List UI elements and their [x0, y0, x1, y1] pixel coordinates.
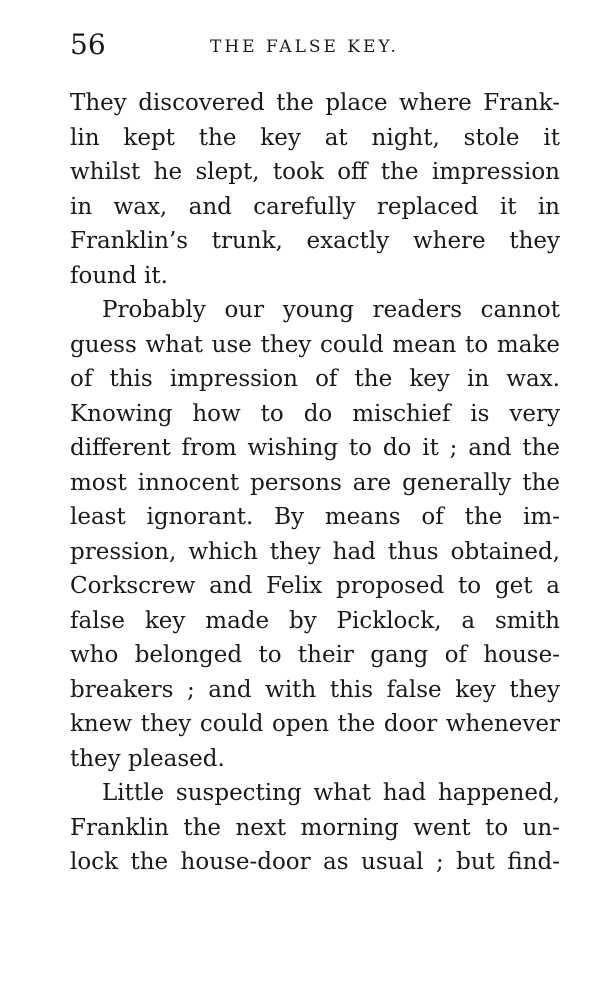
text-line: Corkscrew and Felix proposed to get a [70, 573, 560, 599]
paragraph-2 [70, 293, 560, 776]
paragraph-1 [70, 86, 560, 293]
text-line: who belonged to their gang of house- [70, 642, 560, 668]
running-head [70, 28, 560, 62]
text-line: whilst he slept, took off the impression [70, 159, 560, 185]
text-line: of this impression of the key in wax. [70, 366, 560, 392]
text-line: They discovered the place where Frank- [70, 90, 560, 116]
text-line: pression, which they had thus obtained, [70, 538, 560, 565]
paragraph-3 [70, 776, 560, 880]
page-number: 56 [70, 28, 106, 61]
text-line: Franklin’s trunk, exactly where they [70, 228, 560, 254]
text-line: false key made by Picklock, a smith [70, 607, 560, 634]
text-line: found it. [70, 262, 168, 289]
text-line: in wax, and carefully replaced it in [70, 193, 560, 220]
text-line: Little suspecting what had happened, [102, 780, 560, 806]
text-line: Probably our young readers cannot [102, 297, 560, 323]
text-line: most innocent persons are generally the [70, 469, 560, 496]
running-title: THE FALSE KEY. [210, 37, 399, 57]
text-line: least ignorant. By means of the im- [70, 504, 560, 530]
text-line: breakers ; and with this false key they [70, 676, 560, 703]
text-line: lock the house-door as usual ; but find- [70, 849, 560, 875]
text-line: Franklin the next morning went to un- [70, 814, 560, 841]
text-line: different from wishing to do it ; and the [70, 435, 560, 461]
text-line: Knowing how to do mischief is very [70, 400, 560, 427]
text-line: guess what use they could mean to make [70, 331, 560, 358]
text-line: they pleased. [70, 745, 225, 772]
text-line: lin kept the key at night, stole it [70, 124, 560, 151]
body-text [70, 86, 560, 880]
text-line: knew they could open the door whenever [70, 711, 560, 737]
